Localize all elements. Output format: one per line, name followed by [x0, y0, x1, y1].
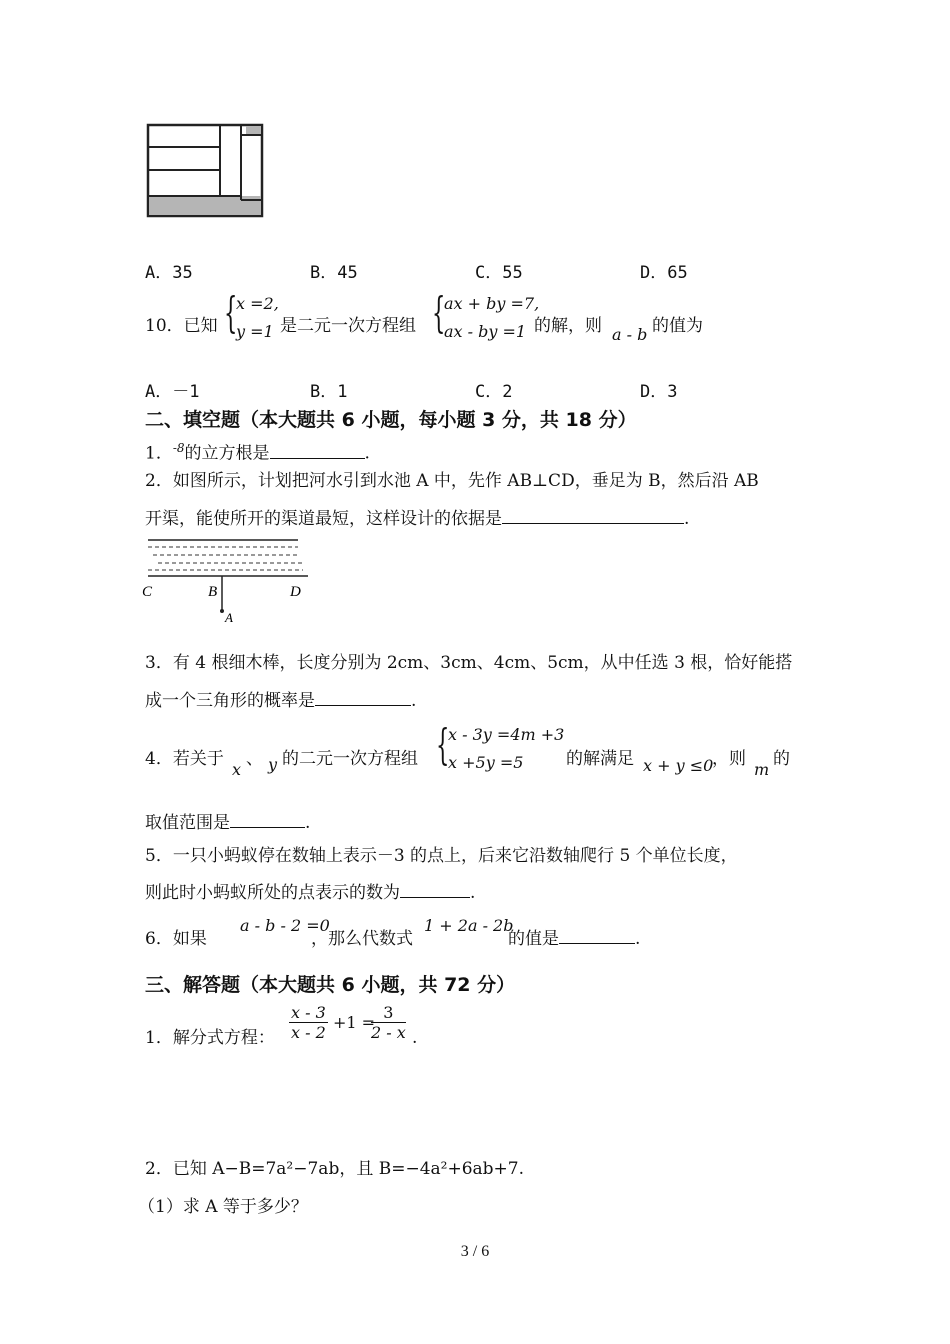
- fill-q4-line2: 取值范围是: [145, 813, 230, 833]
- label-c: C: [142, 584, 153, 600]
- q10-mid: 是二元一次方程组: [280, 316, 416, 336]
- fill-q4-system-line2: x +5y =5: [448, 753, 524, 772]
- fill-q2-line2-wrap: [145, 508, 689, 530]
- solve-q2-sub1: （1）求 A 等于多少？: [138, 1197, 308, 1217]
- fill-q4-sep: 、: [246, 749, 263, 769]
- brace-symbol: {: [436, 720, 450, 769]
- solve-q1-end: .: [412, 1028, 418, 1048]
- fill-q1-prefix: 1．: [145, 443, 173, 464]
- fill-q6-prefix: 6．如果: [145, 929, 207, 949]
- fill-q6-suffix: 的值是: [508, 929, 559, 949]
- option-a: A．－1: [145, 382, 200, 402]
- solve-q1-prefix: 1．解分式方程：: [145, 1028, 275, 1048]
- option-b: B．45: [310, 263, 358, 283]
- brace-symbol: {: [224, 288, 238, 337]
- q10-expr: a - b: [612, 325, 648, 344]
- label-d: D: [290, 584, 301, 600]
- section3-title: 三、解答题（本大题共 6 小题，共 72 分）: [145, 974, 516, 996]
- option-a: A．35: [145, 263, 193, 283]
- fraction-1-numerator: x - 3: [291, 1003, 326, 1022]
- label-a: A: [225, 610, 233, 625]
- answer-blank[interactable]: [315, 691, 411, 706]
- fill-q4-end: .: [305, 813, 311, 833]
- label-b: B: [208, 584, 218, 600]
- fill-q5-line1: 5．一只小蚂蚁停在数轴上表示－3 的点上，后来它沿数轴爬行 5 个单位长度，: [145, 846, 738, 866]
- river-canal-figure: [138, 534, 318, 629]
- fill-q6-suffix-wrap: [508, 928, 640, 950]
- fill-q3-line2: 成一个三角形的概率是: [145, 691, 315, 711]
- option-d: D．3: [640, 382, 678, 402]
- fill-q1-end: .: [364, 443, 370, 464]
- fraction-2-numerator: 3: [371, 1003, 406, 1023]
- answer-blank[interactable]: [502, 509, 684, 524]
- fill-q1-expr: -8: [172, 441, 185, 455]
- fill-q6-end: .: [635, 929, 641, 949]
- rectangle-tiling-figure: [143, 120, 268, 220]
- fill-q4-x: x: [232, 760, 242, 779]
- fill-q4-y: y: [268, 755, 278, 774]
- fill-q5-line2-wrap: [145, 882, 475, 904]
- page-number: 3 / 6: [460, 1243, 490, 1260]
- option-c: C．55: [475, 263, 523, 283]
- brace-symbol: {: [432, 288, 446, 337]
- fill-q1-suffix: 的立方根是: [184, 443, 270, 464]
- fill-q4-condition: x + y ≤0: [643, 756, 714, 775]
- q10-suffix2: 的值为: [652, 316, 703, 336]
- fill-q4-cond-suffix: ，则: [712, 749, 746, 769]
- fraction-2: [371, 1003, 406, 1042]
- fill-q4-tail: 的: [773, 749, 790, 769]
- option-d: D．65: [640, 263, 688, 283]
- q10-suffix1: 的解，则: [534, 316, 602, 336]
- answer-blank[interactable]: [559, 929, 635, 944]
- q10-system2-line2: ax - by =1: [444, 322, 527, 341]
- option-b: B．1: [310, 382, 348, 402]
- fill-q5-end: .: [470, 883, 476, 903]
- q10-system2-line1: ax + by =7,: [444, 294, 540, 313]
- fill-q2-line2: 开渠，能使所开的渠道最短，这样设计的依据是: [145, 509, 502, 529]
- option-c: C．2: [475, 382, 513, 402]
- fill-q4-mid: 的二元一次方程组: [282, 749, 418, 769]
- fill-q3-line1: 3．有 4 根细木棒，长度分别为 2cm、3cm、4cm、5cm，从中任选 3 根，恰好能搭: [145, 653, 793, 673]
- fill-q6-condition: a - b - 2 =0: [240, 916, 330, 935]
- fill-q2-end: .: [684, 509, 690, 529]
- section2-title: 二、填空题（本大题共 6 小题，每小题 3 分，共 18 分）: [145, 409, 637, 431]
- answer-blank[interactable]: [270, 444, 365, 459]
- fill-q4-line2-wrap: [145, 812, 310, 834]
- fill-q1: [145, 437, 370, 465]
- fill-q4-cond-prefix: 的解满足: [566, 749, 634, 769]
- fill-q6-mid: ，那么代数式: [311, 929, 413, 949]
- fill-q4-prefix: 4．若关于: [145, 749, 224, 769]
- solve-q2-line1: 2．已知 A−B=7a²−7ab，且 B=−4a²+6ab+7.: [145, 1159, 525, 1179]
- fraction-2-denominator: 2 - x: [371, 1023, 406, 1042]
- fill-q5-line2: 则此时小蚂蚁所处的点表示的数为: [145, 883, 400, 903]
- answer-blank[interactable]: [400, 883, 470, 898]
- fraction-1-denominator: x - 2: [291, 1023, 326, 1042]
- q10-system1-line1: x =2,: [236, 294, 279, 313]
- fill-q4-m: m: [754, 760, 770, 779]
- fill-q3-end: .: [411, 691, 417, 711]
- fraction-1: [289, 1003, 328, 1042]
- fill-q4-system-line1: x - 3y =4m +3: [448, 725, 565, 744]
- fill-q6-expr: 1 + 2a - 2b: [424, 916, 514, 935]
- fill-q2-line1: 2．如图所示，计划把河水引到水池 A 中，先作 AB⊥CD，垂足为 B，然后沿 AB: [145, 471, 759, 491]
- fill-q3-line2-wrap: [145, 690, 416, 712]
- q10-prefix: 10．已知: [145, 316, 218, 336]
- answer-blank[interactable]: [230, 813, 305, 828]
- q10-system1-line2: y =1: [236, 322, 274, 341]
- solve-q1-plus: +1 =: [333, 1013, 376, 1032]
